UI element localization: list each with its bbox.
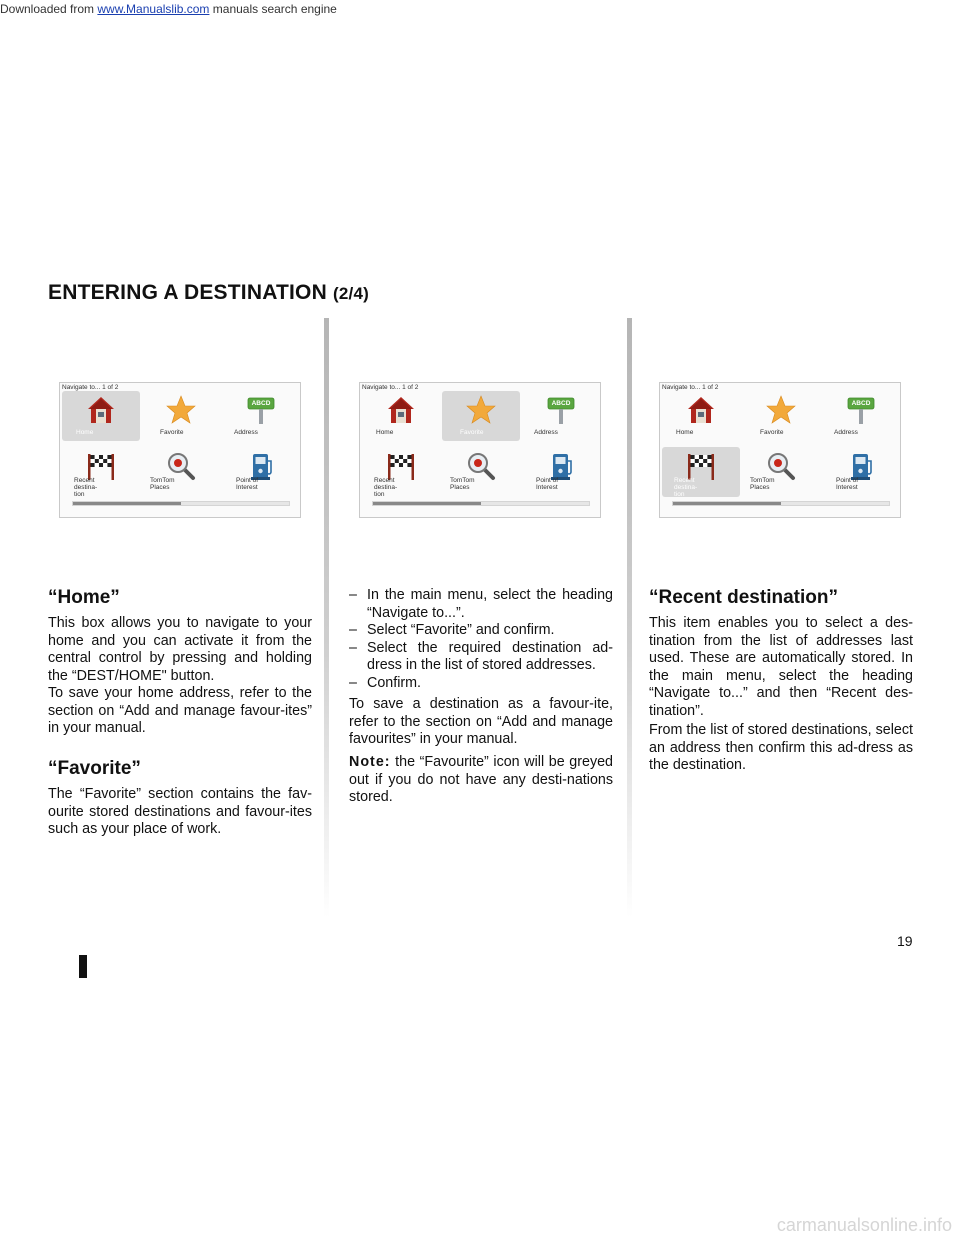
menu-tile-poi[interactable]: [222, 447, 300, 497]
menu-tile-label: Address: [834, 429, 858, 436]
menu-tile-label: Recent destina- tion: [674, 477, 698, 498]
home-description-save: To save your home address, refer to the section on “Add and manage favour-ites” in your manual.: [48, 685, 312, 736]
home-icon: [386, 395, 416, 425]
page-number: 19: [897, 933, 913, 949]
home-icon: [86, 395, 116, 425]
menu-tile-tomtom[interactable]: [742, 447, 820, 497]
address-badge-text: ABCD: [551, 400, 571, 407]
menu-tile-tomtom[interactable]: [442, 447, 520, 497]
recent-destination-description: This item enables you to select a des-tination from the list of addresses last used. These are automatically stored. In the main menu, select the heading “Navigate to...” and then “Recent des-tination”.: [649, 615, 913, 719]
step-item: – Select the required destination ad-dress in the list of stored addresses.: [349, 640, 613, 675]
note-label: Note:: [349, 754, 391, 770]
menu-tile-label: Favorite: [760, 429, 784, 436]
menu-tile-label: Home: [376, 429, 394, 436]
menu-tile-recent[interactable]: [362, 447, 440, 497]
menu-tile-label: Home: [676, 429, 694, 436]
star-icon: [766, 395, 796, 425]
menu-tile-favorite[interactable]: [142, 391, 220, 441]
home-icon: [686, 395, 716, 425]
navigate-menu-screen: [359, 382, 601, 518]
menu-tile-label: Point of Interest: [236, 477, 259, 491]
menu-scrollbar[interactable]: [372, 501, 590, 506]
recent-destination-description-2: From the list of stored destinations, select an address then confirm this ad-dress as the destination.: [649, 722, 913, 773]
navigate-to-label: Navigate to... 1 of 2: [62, 384, 119, 391]
star-icon: [466, 395, 496, 425]
menu-scrollbar[interactable]: [672, 501, 890, 506]
address-sign-icon: [246, 395, 276, 425]
menu-tile-recent[interactable]: [62, 447, 140, 497]
page-title: ENTERING A DESTINATION (2/4): [48, 281, 369, 304]
favorite-description: The “Favorite” section contains the fav-ourite stored destinations and favour-ites such as your place of work.: [48, 786, 312, 837]
home-description: This box allows you to navigate to your home and you can activate it from the central control by pressing and holding the “DEST/HOME" button.: [48, 615, 312, 684]
step-item: – Select “Favorite” and confirm.: [349, 622, 613, 640]
address-badge-text: ABCD: [851, 400, 871, 407]
navigate-menu-screen: [59, 382, 301, 518]
note-paragraph: [349, 754, 613, 807]
menu-scrollbar-thumb[interactable]: [73, 502, 181, 505]
menu-tile-home[interactable]: [362, 391, 440, 441]
menu-scrollbar-thumb[interactable]: [673, 502, 781, 505]
steps-list: [349, 587, 613, 692]
menu-scrollbar-thumb[interactable]: [373, 502, 481, 505]
column-divider-left: [324, 318, 329, 918]
navigate-to-label: Navigate to... 1 of 2: [662, 384, 719, 391]
menu-tile-address[interactable]: [822, 391, 900, 441]
menu-tile-home[interactable]: [662, 391, 740, 441]
menu-tile-favorite[interactable]: [742, 391, 820, 441]
star-icon: [166, 395, 196, 425]
menu-tile-label: Home: [76, 429, 94, 436]
navigate-menu-screen: [659, 382, 901, 518]
address-sign-icon: [846, 395, 876, 425]
step-item: – Confirm.: [349, 675, 613, 693]
navigate-to-label: Navigate to... 1 of 2: [362, 384, 419, 391]
menu-tile-label: Favorite: [160, 429, 184, 436]
recent-destination-heading: “Recent destination”: [649, 587, 838, 608]
menu-tile-favorite[interactable]: [442, 391, 520, 441]
menu-tile-label: Address: [234, 429, 258, 436]
menu-tile-label: Recent destina- tion: [374, 477, 398, 498]
save-favourite-paragraph: To save a destination as a favour-ite, refer to the section on “Add and manage favourites” in your manual.: [349, 696, 613, 747]
menu-tile-label: Favorite: [460, 429, 484, 436]
download-header: Downloaded from www.Manualslib.com manuals search engine: [0, 2, 337, 16]
menu-tile-address[interactable]: [222, 391, 300, 441]
manualslib-link[interactable]: www.Manualslib.com: [97, 2, 210, 16]
watermark: carmanualsonline.info: [776, 1215, 952, 1235]
menu-tile-poi[interactable]: [822, 447, 900, 497]
column-divider-right: [627, 318, 632, 918]
menu-tile-home[interactable]: [62, 391, 140, 441]
address-badge-text: ABCD: [251, 400, 271, 407]
menu-tile-address[interactable]: [522, 391, 600, 441]
favorite-heading: “Favorite”: [48, 758, 141, 779]
menu-tile-label: Point of Interest: [836, 477, 859, 491]
menu-tile-poi[interactable]: [522, 447, 600, 497]
menu-tile-label: TomTom Places: [750, 477, 775, 491]
menu-tile-label: TomTom Places: [450, 477, 475, 491]
home-heading: “Home”: [48, 587, 120, 608]
menu-tile-label: Recent destina- tion: [74, 477, 98, 498]
step-item: – In the main menu, select the heading “Navigate to...”.: [349, 587, 613, 622]
menu-tile-tomtom[interactable]: [142, 447, 220, 497]
menu-tile-label: Point of Interest: [536, 477, 559, 491]
menu-tile-label: Address: [534, 429, 558, 436]
section-marker: [79, 955, 87, 978]
menu-tile-label: TomTom Places: [150, 477, 175, 491]
address-sign-icon: [546, 395, 576, 425]
note-text: the “Favourite” icon will be greyed out if you do not have any desti-nations stored.: [349, 754, 613, 805]
menu-tile-recent[interactable]: [662, 447, 740, 497]
menu-scrollbar[interactable]: [72, 501, 290, 506]
